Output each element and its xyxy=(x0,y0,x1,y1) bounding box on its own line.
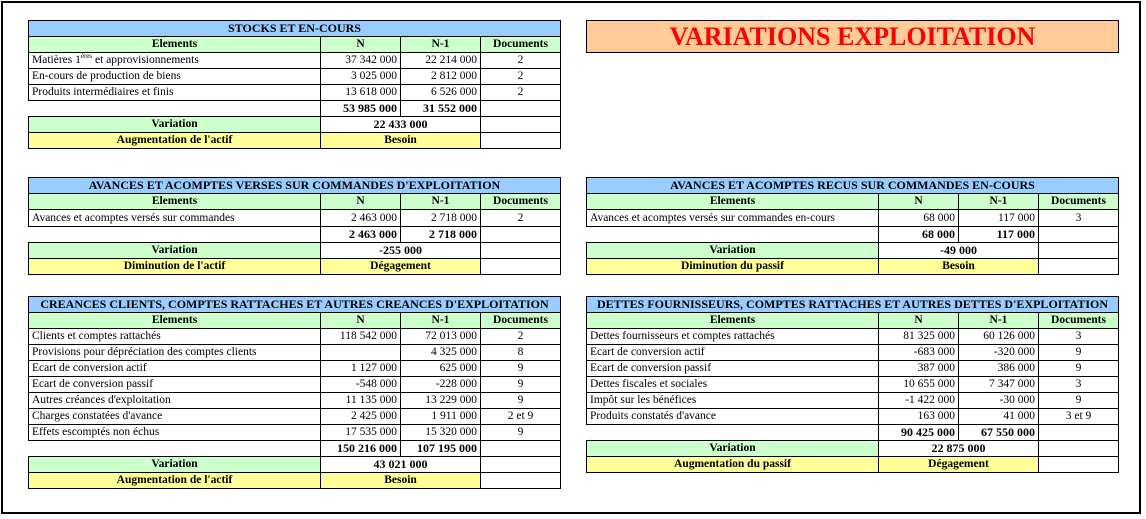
col-header-documents: Documents xyxy=(481,194,561,210)
effect-label: Diminution du passif xyxy=(587,259,879,275)
spacer-cell xyxy=(29,227,321,243)
variation-row xyxy=(29,457,561,473)
col-header-n1: N-1 xyxy=(401,313,481,329)
table-row xyxy=(29,409,561,425)
spacer-cell xyxy=(481,441,561,457)
dettes-title: DETTES FOURNISSEURS, COMPTES RATTACHES ET AUTRES DETTES D'EXPLOITATION xyxy=(587,297,1119,313)
effect-label: Augmentation de l'actif xyxy=(29,473,321,489)
table-row xyxy=(587,345,1119,361)
effect-label: Augmentation de l'actif xyxy=(29,133,321,149)
table-row xyxy=(29,425,561,441)
effect-row xyxy=(29,133,561,149)
row-label: Avances et acomptes versés sur commandes xyxy=(29,210,321,227)
creances-title: CREANCES CLIENTS, COMPTES RATTACHES ET AUTRES CREANCES D'EXPLOITATION xyxy=(29,297,561,313)
effect-row xyxy=(29,259,561,275)
variation-label: Variation xyxy=(29,243,321,259)
row-label-post: et approvisionnements xyxy=(92,54,199,66)
total-n1: 31 552 000 xyxy=(401,101,481,117)
total-n: 2 463 000 xyxy=(321,227,401,243)
spacer-cell xyxy=(1039,457,1119,473)
row-n1: 386 000 xyxy=(959,361,1039,377)
avances-versees-table xyxy=(28,177,561,275)
row-label: Produits intermédiaires et finis xyxy=(29,85,321,101)
row-doc: 3 xyxy=(1039,329,1119,345)
total-n: 90 425 000 xyxy=(879,425,959,441)
stocks-title: STOCKS ET EN-COURS xyxy=(29,21,561,37)
spacer-cell xyxy=(481,473,561,489)
row-n: 118 542 000 xyxy=(321,329,401,345)
row-label-pre: Matières 1 xyxy=(32,54,81,66)
variation-value: 22 875 000 xyxy=(879,441,1039,457)
row-doc: 2 et 9 xyxy=(481,409,561,425)
spacer-cell xyxy=(29,101,321,117)
col-header-n1: N-1 xyxy=(959,313,1039,329)
row-doc: 9 xyxy=(1039,393,1119,409)
row-doc: 9 xyxy=(481,377,561,393)
col-header-n1: N-1 xyxy=(401,37,481,53)
row-n: 387 000 xyxy=(879,361,959,377)
row-label: Autres créances d'exploitation xyxy=(29,393,321,409)
effect-row xyxy=(29,473,561,489)
total-n: 53 985 000 xyxy=(321,101,401,117)
spacer-cell xyxy=(481,259,561,275)
variation-value: -49 000 xyxy=(879,243,1039,259)
row-label: Ecart de conversion actif xyxy=(587,345,879,361)
page-title: VARIATIONS EXPLOITATION xyxy=(586,20,1119,53)
spacer-cell xyxy=(481,457,561,473)
row-label: Avances et acomptes versés sur commandes en-cours xyxy=(587,210,879,227)
spacer-cell xyxy=(587,425,879,441)
row-label: Charges constatées d'avance xyxy=(29,409,321,425)
row-n1: 2 718 000 xyxy=(401,210,481,227)
effect-value: Dégagement xyxy=(879,457,1039,473)
row-doc: 8 xyxy=(481,345,561,361)
col-header-n: N xyxy=(879,313,959,329)
row-n: 37 342 000 xyxy=(321,53,401,69)
col-header-documents: Documents xyxy=(1039,313,1119,329)
table-row xyxy=(29,329,561,345)
row-n1: 4 325 000 xyxy=(401,345,481,361)
row-n: -548 000 xyxy=(321,377,401,393)
panel-avances-recues xyxy=(586,177,1119,275)
panel-creances xyxy=(28,296,561,489)
variation-row xyxy=(29,117,561,133)
row-n: 2 463 000 xyxy=(321,210,401,227)
table-row xyxy=(29,345,561,361)
row-label: Impôt sur les bénéfices xyxy=(587,393,879,409)
row-n1: 13 229 000 xyxy=(401,393,481,409)
row-n: 13 618 000 xyxy=(321,85,401,101)
avances-versees-title: AVANCES ET ACOMPTES VERSES SUR COMMANDES D'EXPLOITATION xyxy=(29,178,561,194)
col-header-n: N xyxy=(321,194,401,210)
total-n1: 2 718 000 xyxy=(401,227,481,243)
effect-value: Besoin xyxy=(321,473,481,489)
row-n1: 22 214 000 xyxy=(401,53,481,69)
row-doc: 9 xyxy=(1039,345,1119,361)
spacer-cell xyxy=(1039,441,1119,457)
spacer-cell xyxy=(1039,227,1119,243)
spacer-cell xyxy=(481,101,561,117)
row-doc: 2 xyxy=(481,53,561,69)
table-row xyxy=(29,210,561,227)
row-n: 2 425 000 xyxy=(321,409,401,425)
row-n: -1 422 000 xyxy=(879,393,959,409)
row-n1: 117 000 xyxy=(959,210,1039,227)
row-doc: 9 xyxy=(1039,361,1119,377)
row-n1: 2 812 000 xyxy=(401,69,481,85)
col-header-n1: N-1 xyxy=(401,194,481,210)
spacer-cell xyxy=(481,227,561,243)
row-n1: 6 526 000 xyxy=(401,85,481,101)
row-doc: 3 xyxy=(1039,210,1119,227)
variation-label: Variation xyxy=(587,441,879,457)
effect-label: Augmentation du passif xyxy=(587,457,879,473)
row-n1: 15 320 000 xyxy=(401,425,481,441)
row-n1: -30 000 xyxy=(959,393,1039,409)
variation-label: Variation xyxy=(29,457,321,473)
total-row xyxy=(29,101,561,117)
row-label: Ecart de conversion passif xyxy=(29,377,321,393)
total-row xyxy=(587,425,1119,441)
spacer-cell xyxy=(481,117,561,133)
col-header-n1: N-1 xyxy=(959,194,1039,210)
panel-dettes xyxy=(586,296,1119,473)
table-row xyxy=(587,393,1119,409)
row-n xyxy=(321,345,401,361)
stocks-table xyxy=(28,20,561,149)
row-label: En-cours de production de biens xyxy=(29,69,321,85)
col-header-documents: Documents xyxy=(481,37,561,53)
row-n: -683 000 xyxy=(879,345,959,361)
col-header-elements: Elements xyxy=(29,37,321,53)
variation-value: 22 433 000 xyxy=(321,117,481,133)
total-n: 68 000 xyxy=(879,227,959,243)
table-row xyxy=(587,210,1119,227)
effect-row xyxy=(587,457,1119,473)
table-row xyxy=(587,329,1119,345)
table-row xyxy=(29,377,561,393)
row-doc: 2 xyxy=(481,210,561,227)
spacer-cell xyxy=(481,133,561,149)
spacer-cell xyxy=(1039,259,1119,275)
table-row xyxy=(29,393,561,409)
avances-recues-title: AVANCES ET ACOMPTES RECUS SUR COMMANDES EN-COURS xyxy=(587,178,1119,194)
effect-value: Besoin xyxy=(879,259,1039,275)
table-row xyxy=(29,85,561,101)
table-row xyxy=(29,69,561,85)
row-n1: -320 000 xyxy=(959,345,1039,361)
row-n: 11 135 000 xyxy=(321,393,401,409)
variation-label: Variation xyxy=(29,117,321,133)
total-row xyxy=(29,441,561,457)
total-n1: 107 195 000 xyxy=(401,441,481,457)
row-n: 1 127 000 xyxy=(321,361,401,377)
table-row xyxy=(587,377,1119,393)
row-label: Clients et comptes rattachés xyxy=(29,329,321,345)
row-n1: 1 911 000 xyxy=(401,409,481,425)
effect-value: Dégagement xyxy=(321,259,481,275)
row-n1: 72 013 000 xyxy=(401,329,481,345)
row-doc: 9 xyxy=(481,393,561,409)
panel-avances-versees xyxy=(28,177,561,275)
effect-row xyxy=(587,259,1119,275)
row-label: Ecart de conversion passif xyxy=(587,361,879,377)
panel-stocks xyxy=(28,20,561,149)
col-header-documents: Documents xyxy=(1039,194,1119,210)
row-n1: 7 347 000 xyxy=(959,377,1039,393)
col-header-n: N xyxy=(879,194,959,210)
effect-value: Besoin xyxy=(321,133,481,149)
spacer-cell xyxy=(481,243,561,259)
row-label: Produits constatés d'avance xyxy=(587,409,879,425)
row-doc: 2 xyxy=(481,329,561,345)
table-row xyxy=(587,361,1119,377)
row-label: Dettes fournisseurs et comptes rattachés xyxy=(587,329,879,345)
row-doc: 9 xyxy=(481,361,561,377)
avances-recues-table xyxy=(586,177,1119,275)
row-doc: 9 xyxy=(481,425,561,441)
variation-label: Variation xyxy=(587,243,879,259)
col-header-elements: Elements xyxy=(29,313,321,329)
col-header-elements: Elements xyxy=(587,313,879,329)
row-label-sup: ères xyxy=(80,52,93,61)
row-label: Effets escomptés non échus xyxy=(29,425,321,441)
spacer-cell xyxy=(587,227,879,243)
variation-row xyxy=(29,243,561,259)
table-row xyxy=(29,361,561,377)
spacer-cell xyxy=(29,441,321,457)
row-label: Ecart de conversion actif xyxy=(29,361,321,377)
row-n: 81 325 000 xyxy=(879,329,959,345)
col-header-n: N xyxy=(321,313,401,329)
row-n: 3 025 000 xyxy=(321,69,401,85)
total-row xyxy=(587,227,1119,243)
total-n1: 117 000 xyxy=(959,227,1039,243)
total-row xyxy=(29,227,561,243)
row-label: Dettes fiscales et sociales xyxy=(587,377,879,393)
row-n1: 625 000 xyxy=(401,361,481,377)
dettes-table xyxy=(586,296,1119,473)
row-doc: 3 xyxy=(1039,377,1119,393)
table-row xyxy=(29,53,561,69)
table-row xyxy=(587,409,1119,425)
row-n1: 60 126 000 xyxy=(959,329,1039,345)
row-doc: 2 xyxy=(481,69,561,85)
row-doc: 2 xyxy=(481,85,561,101)
row-n1: 41 000 xyxy=(959,409,1039,425)
row-doc: 3 et 9 xyxy=(1039,409,1119,425)
row-n: 10 655 000 xyxy=(879,377,959,393)
col-header-elements: Elements xyxy=(587,194,879,210)
effect-label: Diminution de l'actif xyxy=(29,259,321,275)
row-n: 68 000 xyxy=(879,210,959,227)
spacer-cell xyxy=(1039,243,1119,259)
col-header-n: N xyxy=(321,37,401,53)
total-n1: 67 550 000 xyxy=(959,425,1039,441)
row-label: Provisions pour dépréciation des comptes clients xyxy=(29,345,321,361)
col-header-elements: Elements xyxy=(29,194,321,210)
creances-table xyxy=(28,296,561,489)
row-n1: -228 000 xyxy=(401,377,481,393)
col-header-documents: Documents xyxy=(481,313,561,329)
variation-row xyxy=(587,243,1119,259)
spacer-cell xyxy=(1039,425,1119,441)
variation-value: -255 000 xyxy=(321,243,481,259)
row-n: 17 535 000 xyxy=(321,425,401,441)
total-n: 150 216 000 xyxy=(321,441,401,457)
variation-value: 43 021 000 xyxy=(321,457,481,473)
row-label xyxy=(29,53,321,69)
variation-row xyxy=(587,441,1119,457)
row-n: 163 000 xyxy=(879,409,959,425)
